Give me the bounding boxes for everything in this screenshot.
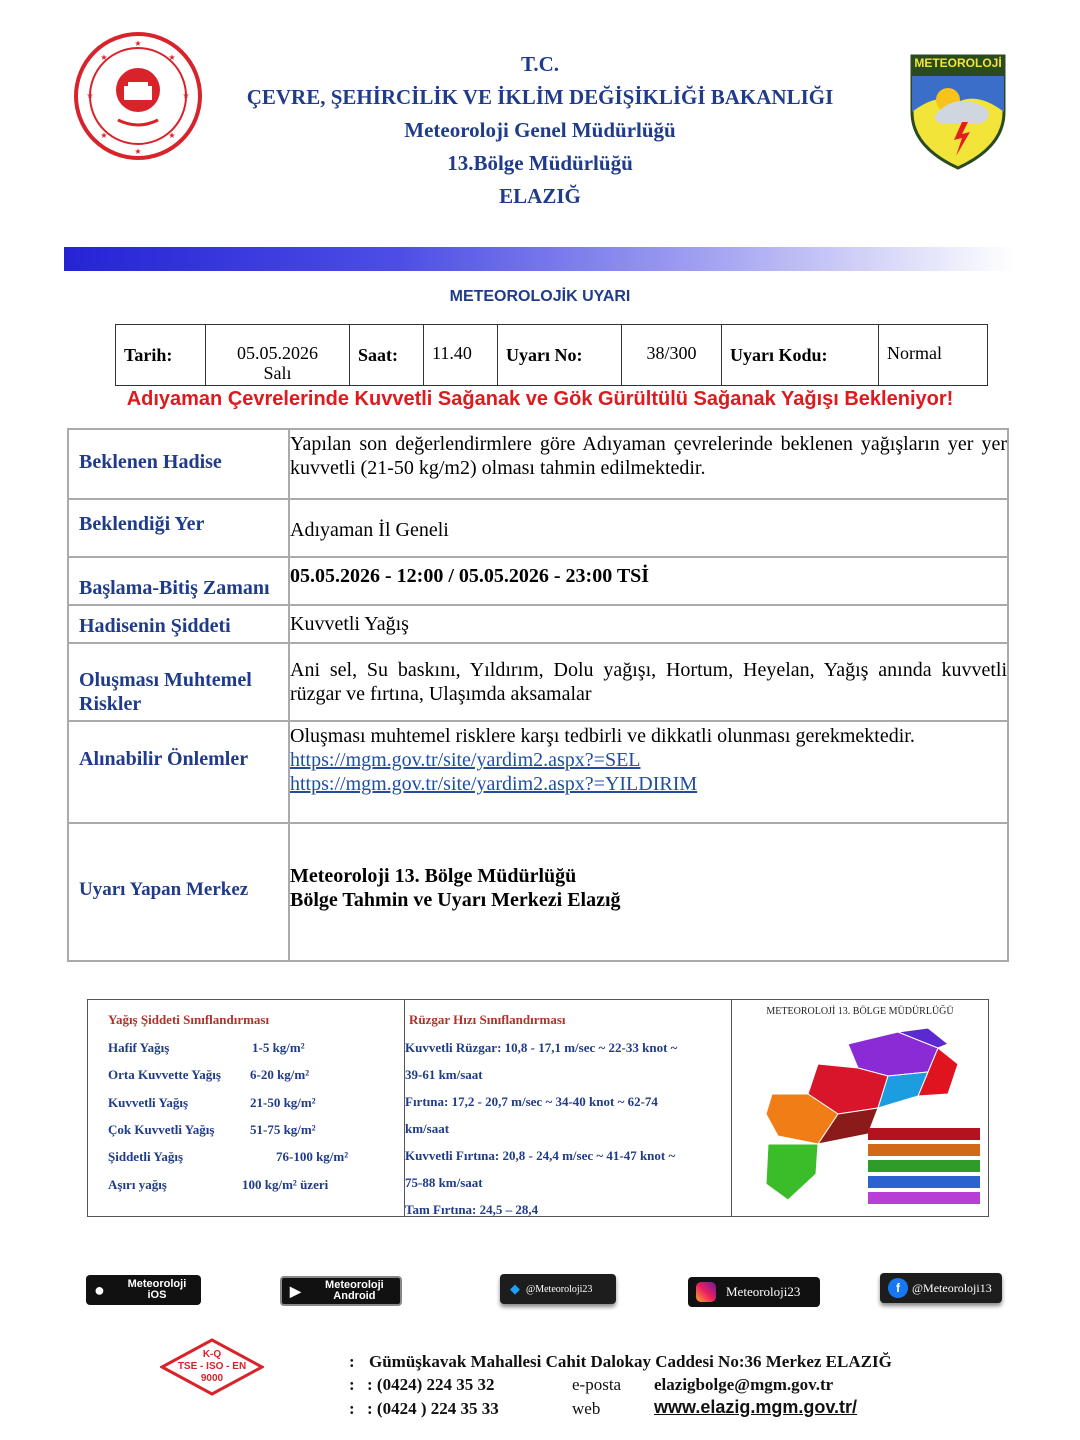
map-title: METEOROLOJİ 13. BÖLGE MÜDÜRLÜĞÜ (766, 1006, 954, 1017)
risks-label: Oluşması Muhtemel Riskler (68, 643, 289, 721)
header-line-4: 13.Bölge Müdürlüğü (447, 151, 633, 175)
rain-class-value: 100 kg/m² üzeri (242, 1176, 329, 1192)
warning-code-label: Uyarı Kodu: (722, 325, 879, 386)
place-value: Adıyaman İl Geneli (289, 499, 1008, 557)
android-badge-line-1: Meteoroloji (325, 1279, 384, 1291)
footer-email[interactable]: elazigbolge@mgm.gov.tr (654, 1375, 834, 1394)
footer-colon-2: : (349, 1375, 355, 1394)
rain-class-value: 76-100 kg/m² (276, 1149, 349, 1165)
time-range-value: 05.05.2026 - 12:00 / 05.05.2026 - 23:00 TSİ (289, 557, 1008, 605)
place-label: Beklendiği Yer (68, 499, 289, 557)
wind-class-line: km/saat (405, 1121, 450, 1136)
header-line-5: ELAZIĞ (499, 184, 581, 208)
meteoroloji-logo (908, 52, 1008, 172)
apple-icon: ● (94, 1279, 105, 1300)
rain-class-value: 21-50 kg/m² (250, 1094, 316, 1110)
event-value: Yapılan son değerlendirmlere göre Adıyaman çevrelerinde beklenen yağışların yer yer kuvvetli (21-50 kg/m2) olması tahmin edilmektedir. (289, 429, 1008, 499)
android-badge-line-2: Android (333, 1290, 376, 1302)
rain-class-name: Kuvvetli Yağış (108, 1094, 189, 1110)
wind-class-line: Kuvvetli Rüzgar: 10,8 - 17,1 m/sec ~ 22-33 knot ~ (405, 1040, 678, 1055)
time-range-label: Başlama-Bitiş Zamanı (68, 557, 289, 605)
header-line-1: T.C. (520, 52, 560, 76)
rain-class-name: Aşırı yağış (108, 1176, 167, 1192)
svg-text:★: ★ (86, 91, 94, 100)
warning-headline: Adıyaman Çevrelerinde Kuvvetli Sağanak ve Gök Gürültülü Sağanak Yağışı Bekleniyor! (126, 388, 954, 410)
footer-email-label: e-posta (572, 1375, 622, 1394)
wind-class-line: Kuvvetli Fırtına: 20,8 - 24,4 m/sec ~ 41-47 knot ~ (405, 1148, 676, 1163)
warning-info-table (115, 324, 988, 386)
svg-text:★: ★ (134, 147, 142, 156)
footer-colon-3: : (349, 1399, 355, 1418)
date-cell (206, 325, 350, 386)
document-title: METEOROLOJİK UYARI (449, 288, 631, 305)
classification-legend (87, 999, 989, 1217)
measures-value: Oluşması muhtemel risklere karşı tedbirli ve dikkatli olunması gerekmektedir. (290, 725, 915, 747)
cert-line-3: 9000 (200, 1373, 224, 1384)
issuing-center-line-2: Bölge Tahmin ve Uyarı Merkezi Elazığ (290, 889, 621, 911)
footer-web-label: web (572, 1399, 601, 1418)
rain-class-value: 6-20 kg/m² (250, 1067, 310, 1083)
wind-classification-title: Rüzgar Hızı Sınıflandırması (409, 1012, 566, 1027)
header-line-2: ÇEVRE, ŞEHİRCİLİK VE İKLİM DEĞİŞİKLİĞİ BAKANLIĞI (246, 85, 834, 109)
rain-classification (88, 1000, 405, 1216)
day-value: Salı (263, 363, 292, 383)
facebook-icon: f (888, 1278, 908, 1298)
issuing-center-cell (289, 823, 1008, 961)
rain-class-value: 51-75 kg/m² (250, 1121, 316, 1137)
ios-app-badge[interactable] (86, 1275, 201, 1305)
measures-cell (289, 721, 1008, 823)
severity-value: Kuvvetli Yağış (289, 605, 1008, 643)
warning-code-value: Normal (879, 325, 988, 386)
wind-classification (405, 1000, 732, 1216)
severity-label: Hadisenin Şiddeti (68, 605, 289, 643)
svg-text:★: ★ (182, 91, 190, 100)
issuing-center-label: Uyarı Yapan Merkez (68, 823, 289, 961)
flood-info-link[interactable]: https://mgm.gov.tr/site/yardim2.aspx?=SEL (290, 749, 641, 771)
wind-class-line: Tam Fırtına: 24,5 – 28,4 (405, 1202, 539, 1217)
wind-class-line: 39-61 km/saat (405, 1067, 483, 1082)
cert-line-1: K-Q (202, 1349, 222, 1360)
warning-no-label: Uyarı No: (498, 325, 622, 386)
twitter-icon: ◆ (510, 1281, 520, 1296)
rain-class-name: Hafif Yağış (108, 1040, 170, 1055)
date-value: 05.05.2026 (237, 343, 318, 363)
rain-class-name: Şiddetli Yağış (108, 1149, 184, 1165)
rain-class-name: Çok Kuvvetli Yağış (108, 1121, 215, 1137)
event-label: Beklenen Hadise (68, 429, 289, 499)
wind-class-line: 75-88 km/saat (405, 1175, 483, 1190)
ios-badge-line-2: iOS (147, 1289, 167, 1301)
region-map-panel (732, 1000, 988, 1216)
android-app-badge[interactable] (280, 1276, 402, 1306)
lightning-info-link[interactable]: https://mgm.gov.tr/site/yardim2.aspx?=YILDIRIM (290, 773, 698, 795)
wind-class-line: Fırtına: 17,2 - 20,7 m/sec ~ 34-40 knot ~ 62-74 (405, 1094, 658, 1109)
svg-text:★: ★ (100, 131, 108, 140)
time-value: 11.40 (424, 325, 498, 386)
svg-text:★: ★ (100, 53, 108, 62)
twitter-badge[interactable] (500, 1274, 616, 1304)
risks-value: Ani sel, Su baskını, Yıldırım, Dolu yağışı, Hortum, Heyelan, Yağış anında kuvvetli rüzgar ve fırtına, Ulaşımda aksamalar (289, 643, 1008, 721)
footer-address: Gümüşkavak Mahallesi Cahit Dalokay Caddesi No:36 Merkez ELAZIĞ (369, 1352, 892, 1371)
facebook-handle: @Meteoroloji13 (912, 1280, 992, 1295)
play-store-icon: ▶ (290, 1282, 301, 1299)
warning-details-table (67, 428, 1009, 962)
header-gradient-bar (64, 247, 1014, 271)
instagram-icon (696, 1282, 716, 1302)
facebook-badge[interactable] (880, 1273, 1002, 1303)
rain-class-name: Orta Kuvvette Yağış (108, 1067, 221, 1083)
issuing-center-line-1: Meteoroloji 13. Bölge Müdürlüğü (290, 865, 577, 887)
logo-text: METEOROLOJİ (914, 56, 1002, 70)
header-line-3: Meteoroloji Genel Müdürlüğü (404, 118, 676, 142)
warning-no-value: 38/300 (622, 325, 722, 386)
time-label: Saat: (350, 325, 424, 386)
measures-label: Alınabilir Önlemler (68, 721, 289, 823)
cert-line-2: TSE - ISO - EN (177, 1361, 247, 1372)
footer-phone-1: : (0424) 224 35 32 (367, 1375, 495, 1394)
twitter-handle: @Meteoroloji23 (526, 1283, 593, 1295)
cert-text (160, 1349, 264, 1385)
footer-web[interactable]: www.elazig.mgm.gov.tr/ (654, 1397, 858, 1417)
footer-colon-1: : (349, 1352, 355, 1371)
ios-badge-line-1: Meteoroloji (127, 1278, 187, 1290)
rain-classification-title: Yağış Şiddeti Sınıflandırması (108, 1012, 270, 1027)
rain-class-value: 1-5 kg/m² (252, 1040, 305, 1055)
svg-text:★: ★ (134, 39, 142, 48)
svg-text:★: ★ (168, 131, 176, 140)
svg-text:★: ★ (168, 53, 176, 62)
footer-phone-2: : (0424 ) 224 35 33 (367, 1399, 499, 1418)
date-label: Tarih: (116, 325, 206, 386)
region-map (758, 1024, 982, 1212)
instagram-handle: Meteoroloji23 (726, 1284, 801, 1299)
instagram-badge[interactable] (688, 1277, 820, 1307)
